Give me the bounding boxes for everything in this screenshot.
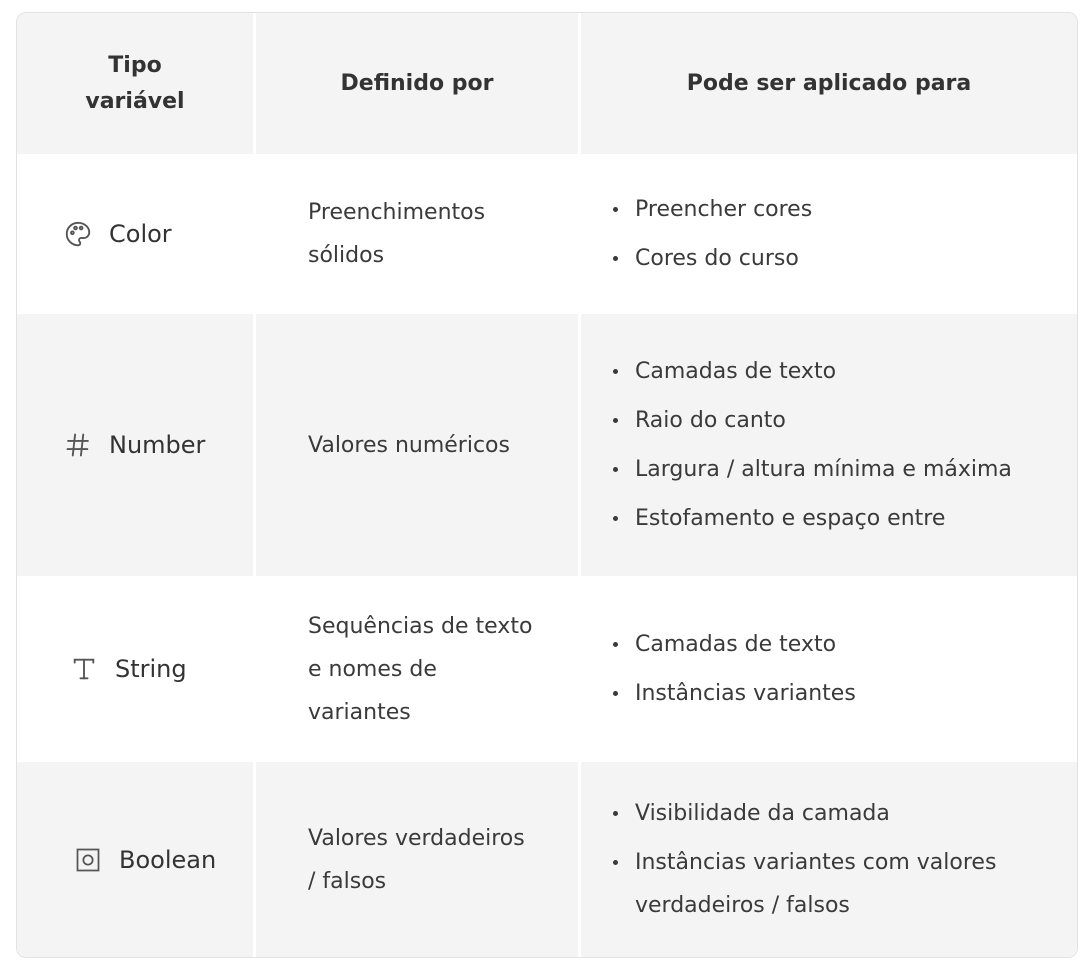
table-header-row: [17, 13, 1077, 154]
defined-color-line1: Preenchimentos: [308, 200, 486, 225]
list-item: Cores do curso: [611, 237, 812, 280]
type-label-string: String: [115, 655, 187, 683]
type-cell-boolean: [17, 762, 256, 957]
list-item: Largura / altura mínima e máxima: [611, 448, 1012, 491]
defined-string-line3: variantes: [308, 699, 411, 725]
type-cell-color: [17, 154, 256, 314]
list-item: Camadas de texto: [611, 350, 1012, 393]
defined-cell-color: [256, 154, 581, 314]
applies-list-string: [611, 617, 856, 721]
header-type-line1: Tipo: [108, 52, 162, 78]
applies-cell-number: [581, 314, 1077, 576]
list-item: Visibilidade da camada: [611, 792, 996, 835]
applies-list-color: [611, 182, 812, 286]
type-cell-number: [17, 314, 256, 576]
table-row-string: [17, 576, 1077, 762]
header-defined-by-label: Definido por: [340, 70, 494, 96]
list-item: Preencher cores: [611, 188, 812, 231]
defined-string-line1: Sequências de texto: [308, 613, 533, 639]
header-cell-defined-by: [256, 13, 581, 154]
variables-table: [16, 12, 1078, 958]
type-cell-string: [17, 576, 256, 762]
header-cell-applies-to: [581, 13, 1077, 154]
header-type-line2: variável: [85, 88, 185, 114]
type-label-number: Number: [109, 431, 206, 459]
table-row-number: [17, 314, 1077, 576]
list-item: Estofamento e espaço entre: [611, 497, 1012, 540]
palette-icon: [61, 217, 95, 251]
defined-boolean-line1: Valores verdadeiros: [308, 825, 525, 851]
defined-boolean-line2: / falsos: [308, 868, 387, 894]
applies-cell-color: [581, 154, 1077, 314]
table-row-boolean: [17, 762, 1077, 957]
list-item: Instâncias variantes: [611, 672, 856, 715]
table-row-color: [17, 154, 1077, 314]
defined-cell-string: [256, 576, 581, 762]
defined-cell-boolean: [256, 762, 581, 957]
type-label-boolean: Boolean: [119, 845, 217, 874]
defined-cell-number: [256, 314, 581, 576]
list-item: Camadas de texto: [611, 623, 856, 666]
list-item-line2: verdadeiros / falsos: [635, 893, 850, 918]
header-cell-type: [17, 13, 256, 154]
list-item: [611, 841, 996, 927]
hash-icon: [61, 428, 95, 462]
defined-string-line2: e nomes de: [308, 656, 437, 682]
list-item: Raio do canto: [611, 399, 1012, 442]
defined-number-line1: Valores numéricos: [308, 432, 510, 458]
defined-color-line2: sólidos: [308, 243, 385, 268]
applies-list-boolean: [611, 786, 996, 933]
text-t-icon: [67, 652, 101, 686]
applies-list-number: [611, 344, 1012, 546]
applies-cell-string: [581, 576, 1077, 762]
list-item-line1: Instâncias variantes com valores: [635, 850, 997, 875]
header-applies-to-label: Pode ser aplicado para: [686, 70, 972, 96]
applies-cell-boolean: [581, 762, 1077, 957]
toggle-box-icon: [71, 843, 105, 877]
type-label-color: Color: [109, 220, 172, 248]
